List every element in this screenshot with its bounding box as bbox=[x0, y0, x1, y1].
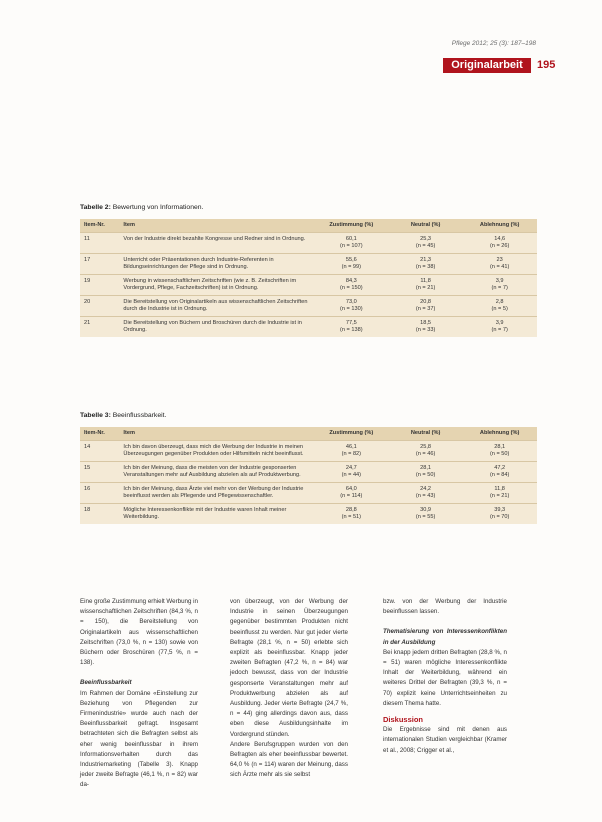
item-number-value: 18 bbox=[84, 507, 91, 513]
item-text bbox=[119, 504, 313, 525]
item-text bbox=[119, 317, 313, 338]
section-heading-diskussion: Diskussion bbox=[383, 715, 424, 725]
neutral-cell-value: 24,2 bbox=[420, 486, 432, 492]
ablehnung-cell-value: 47,2 bbox=[494, 465, 506, 471]
ablehnung-cell-count: (n = 41) bbox=[489, 264, 510, 270]
table3-header-row bbox=[80, 427, 537, 441]
zustimmung-cell-count: (n = 82) bbox=[341, 451, 362, 457]
table3-header-id: Item-Nr. bbox=[80, 427, 119, 441]
table3-header-neutral: Neutral (%) bbox=[389, 427, 462, 441]
ablehnung-cell-count: (n = 84) bbox=[489, 472, 510, 478]
item-text-value: Ich bin davon überzeugt, dass mich die Werbung der Industrie in meinen Überzeugungen gegenüber Produkten oder Hilfsmitteln nicht beeinflusst. bbox=[123, 444, 304, 457]
journal-reference: Pflege 2012; 25 (3): 187–198 bbox=[451, 40, 536, 47]
neutral-cell bbox=[389, 233, 462, 254]
ablehnung-cell-count: (n = 50) bbox=[489, 451, 510, 457]
paragraph: bzw. von der Werbung der Industrie beeinflussen lassen. bbox=[383, 598, 507, 616]
neutral-cell-count: (n = 50) bbox=[415, 472, 436, 478]
ablehnung-cell bbox=[462, 254, 537, 275]
neutral-cell bbox=[389, 317, 462, 338]
item-text bbox=[119, 296, 313, 317]
body-column-3 bbox=[383, 597, 507, 756]
ablehnung-cell bbox=[462, 233, 537, 254]
zustimmung-cell bbox=[314, 296, 389, 317]
table2-header-id: Item-Nr. bbox=[80, 219, 119, 233]
item-number-value: 19 bbox=[84, 278, 91, 284]
table3-title bbox=[80, 412, 166, 419]
zustimmung-cell-count: (n = 150) bbox=[340, 285, 363, 291]
table3-title-text: Beeinflussbarkeit. bbox=[110, 412, 167, 419]
ablehnung-cell-value: 3,9 bbox=[495, 320, 504, 326]
article-type-badge: Originalarbeit bbox=[443, 58, 531, 73]
item-number bbox=[80, 317, 119, 338]
item-text bbox=[119, 254, 313, 275]
paragraph: Im Rahmen der Domäne «Einstellung zur Beziehung von Pflegenden zur Firmenindustrie» wurde auch nach der Beeinflussbarkeit gefragt. Insgesamt betrachteten sich die Befragten selbst als eher wenig beeinflussbar in ihrem Informationsverhalten durch das Industriemarketing (Tabelle 3). Knapp jeder zweite Befragte (46,1 %, n = 82) war da- bbox=[80, 689, 198, 789]
item-text-value: Ich bin der Meinung, dass die meisten von der Industrie gesponserten Veranstaltungen mehr auf Ausbildung abzielen als auf Produktwerbung. bbox=[123, 465, 301, 478]
item-text-value: Werbung in wissenschaftlichen Zeitschriften (wie z. B. Zeitschriften im Vordergrund, Pflege, Fachzeitschriften) ist in Ordnung. bbox=[123, 278, 297, 291]
neutral-cell-value: 30,9 bbox=[420, 507, 432, 513]
ablehnung-cell-value: 3,9 bbox=[495, 278, 504, 284]
neutral-cell-value: 20,8 bbox=[420, 299, 432, 305]
zustimmung-cell-value: 84,3 bbox=[345, 278, 357, 284]
paragraph: Eine große Zustimmung erhielt Werbung in wissenschaftlichen Zeitschriften (84,3 %, n = 150), die Bereitstellung von Originalartikeln aus wissenschaftlichen Zeitschriften (73,0 %, n = 130) sowie von Büchern oder Broschüren (77,5 %, n = 138). bbox=[80, 598, 198, 667]
ablehnung-cell-value: 14,6 bbox=[494, 236, 506, 242]
neutral-cell bbox=[389, 483, 462, 504]
paragraph: Die Ergebnisse sind mit denen aus internationalen Studien vergleichbar (Kramer et al., 2008; Crigger et al., bbox=[383, 726, 507, 754]
item-text bbox=[119, 275, 313, 296]
zustimmung-cell bbox=[314, 233, 389, 254]
zustimmung-cell bbox=[314, 483, 389, 504]
zustimmung-cell bbox=[314, 254, 389, 275]
neutral-cell-value: 28,1 bbox=[420, 465, 432, 471]
item-number bbox=[80, 233, 119, 254]
zustimmung-cell-value: 55,6 bbox=[345, 257, 357, 263]
neutral-cell-value: 25,3 bbox=[420, 236, 432, 242]
table2-header-neutral: Neutral (%) bbox=[389, 219, 462, 233]
neutral-cell-value: 18,5 bbox=[420, 320, 432, 326]
table2 bbox=[80, 219, 537, 337]
table2-header-item: Item bbox=[119, 219, 313, 233]
item-number bbox=[80, 504, 119, 525]
ablehnung-cell-count: (n = 7) bbox=[491, 285, 508, 291]
table3-header-zustimmung: Zustimmung (%) bbox=[314, 427, 389, 441]
table2-title-text: Bewertung von Informationen. bbox=[110, 204, 204, 211]
item-text bbox=[119, 441, 313, 462]
item-number-value: 14 bbox=[84, 444, 91, 450]
item-number-value: 15 bbox=[84, 465, 91, 471]
item-number bbox=[80, 275, 119, 296]
zustimmung-cell-count: (n = 138) bbox=[340, 327, 363, 333]
zustimmung-cell-value: 60,1 bbox=[345, 236, 357, 242]
neutral-cell-value: 11,8 bbox=[420, 278, 431, 284]
table3-row bbox=[80, 462, 537, 483]
neutral-cell bbox=[389, 441, 462, 462]
neutral-cell-value: 21,3 bbox=[420, 257, 432, 263]
item-text-value: Die Bereitstellung von Originalartikeln aus wissenschaftlichen Zeitschriften durch die Industrie ist in Ordnung. bbox=[123, 299, 308, 312]
neutral-cell bbox=[389, 504, 462, 525]
table2-header-row bbox=[80, 219, 537, 233]
ablehnung-cell-count: (n = 26) bbox=[489, 243, 510, 249]
table3-row bbox=[80, 441, 537, 462]
item-number bbox=[80, 254, 119, 275]
zustimmung-cell-count: (n = 44) bbox=[341, 472, 362, 478]
zustimmung-cell-count: (n = 114) bbox=[340, 493, 363, 499]
ablehnung-cell bbox=[462, 483, 537, 504]
zustimmung-cell-count: (n = 107) bbox=[340, 243, 363, 249]
neutral-cell-count: (n = 55) bbox=[415, 514, 436, 520]
neutral-cell-count: (n = 43) bbox=[415, 493, 436, 499]
item-text-value: Von der Industrie direkt bezahlte Kongresse und Redner sind in Ordnung. bbox=[123, 236, 306, 242]
table2-row bbox=[80, 254, 537, 275]
neutral-cell-count: (n = 21) bbox=[415, 285, 436, 291]
zustimmung-cell-value: 24,7 bbox=[345, 465, 357, 471]
ablehnung-cell-value: 39,3 bbox=[494, 507, 506, 513]
item-text bbox=[119, 233, 313, 254]
table2-row bbox=[80, 296, 537, 317]
table3-header-item: Item bbox=[119, 427, 313, 441]
neutral-cell bbox=[389, 462, 462, 483]
neutral-cell-count: (n = 38) bbox=[415, 264, 436, 270]
page-number: 195 bbox=[537, 59, 556, 71]
paragraph: Andere Berufsgruppen wurden von den Befragten als eher beeinflussbar bewertet. 64,0 % (n = 114) waren der Meinung, dass sich Ärzte mehr als sie selbst bbox=[230, 740, 348, 779]
item-text-value: Ich bin der Meinung, dass Ärzte viel mehr von der Werbung der Industrie beeinflusst werden als Pflegende und Pflegewissenschaftler. bbox=[123, 486, 304, 499]
table2-header-ablehnung: Ablehnung (%) bbox=[462, 219, 537, 233]
item-number bbox=[80, 483, 119, 504]
item-number-value: 21 bbox=[84, 320, 91, 326]
ablehnung-cell-count: (n = 70) bbox=[489, 514, 510, 520]
item-text bbox=[119, 483, 313, 504]
ablehnung-cell-count: (n = 21) bbox=[489, 493, 510, 499]
zustimmung-cell-value: 73,0 bbox=[345, 299, 357, 305]
ablehnung-cell-count: (n = 7) bbox=[491, 327, 508, 333]
body-column-2 bbox=[230, 597, 348, 781]
zustimmung-cell-value: 28,8 bbox=[345, 507, 357, 513]
neutral-cell bbox=[389, 275, 462, 296]
zustimmung-cell-count: (n = 51) bbox=[341, 514, 362, 520]
body-column-1 bbox=[80, 597, 198, 791]
item-number bbox=[80, 462, 119, 483]
zustimmung-cell-value: 77,5 bbox=[345, 320, 357, 326]
item-number bbox=[80, 296, 119, 317]
paragraph: Bei knapp jedem dritten Befragten (28,8 %, n = 51) waren mögliche Interessenkonflikte Inhalt der Weiterbildung, während ein weiteres Drittel der Befragten (39,3 %, n = 70) explizit keine Unterrichtseinheiten zu diesem Thema hatte. bbox=[383, 648, 507, 707]
ablehnung-cell bbox=[462, 275, 537, 296]
item-text bbox=[119, 462, 313, 483]
zustimmung-cell bbox=[314, 462, 389, 483]
neutral-cell-count: (n = 37) bbox=[415, 306, 436, 312]
zustimmung-cell-count: (n = 130) bbox=[340, 306, 363, 312]
zustimmung-cell bbox=[314, 275, 389, 296]
table3-header-ablehnung: Ablehnung (%) bbox=[462, 427, 537, 441]
zustimmung-cell bbox=[314, 441, 389, 462]
table2-title bbox=[80, 204, 203, 211]
item-number-value: 20 bbox=[84, 299, 91, 305]
item-number-value: 11 bbox=[84, 236, 90, 242]
table3-row bbox=[80, 483, 537, 504]
table2-header-zustimmung: Zustimmung (%) bbox=[314, 219, 389, 233]
table2-row bbox=[80, 317, 537, 338]
ablehnung-cell bbox=[462, 296, 537, 317]
ablehnung-cell bbox=[462, 317, 537, 338]
ablehnung-cell-value: 28,1 bbox=[494, 444, 506, 450]
neutral-cell bbox=[389, 296, 462, 317]
ablehnung-cell-count: (n = 5) bbox=[491, 306, 508, 312]
table3-title-label: Tabelle 3: bbox=[80, 412, 111, 419]
subheading-beeinflussbarkeit: Beeinflussbarkeit bbox=[80, 679, 132, 687]
neutral-cell-value: 25,8 bbox=[420, 444, 432, 450]
ablehnung-cell bbox=[462, 462, 537, 483]
item-number-value: 17 bbox=[84, 257, 91, 263]
neutral-cell-count: (n = 33) bbox=[415, 327, 436, 333]
table2-row bbox=[80, 275, 537, 296]
zustimmung-cell bbox=[314, 504, 389, 525]
neutral-cell-count: (n = 46) bbox=[415, 451, 436, 457]
table3-row bbox=[80, 504, 537, 525]
ablehnung-cell-value: 2,8 bbox=[495, 299, 504, 305]
table3 bbox=[80, 427, 537, 524]
ablehnung-cell bbox=[462, 504, 537, 525]
table2-title-label: Tabelle 2: bbox=[80, 204, 111, 211]
neutral-cell-count: (n = 45) bbox=[415, 243, 436, 249]
item-text-value: Unterricht oder Präsentationen durch Industrie-Referenten in Bildungseinrichtungen der Pflege sind in Ordnung. bbox=[123, 257, 274, 270]
zustimmung-cell-value: 46,1 bbox=[345, 444, 357, 450]
table2-row bbox=[80, 233, 537, 254]
item-number-value: 16 bbox=[84, 486, 91, 492]
ablehnung-cell-value: 23 bbox=[496, 257, 503, 263]
item-text-value: Mögliche Interessenkonflikte mit der Industrie waren Inhalt meiner Weiterbildung. bbox=[123, 507, 287, 520]
ablehnung-cell-value: 11,8 bbox=[494, 486, 505, 492]
neutral-cell bbox=[389, 254, 462, 275]
subheading-interessenkonflikte: Thematisierung von Interessenkonflikten in der Ausbildung bbox=[383, 628, 507, 646]
item-text-value: Die Bereitstellung von Büchern und Broschüren durch die Industrie ist in Ordnung. bbox=[123, 320, 302, 333]
zustimmung-cell-count: (n = 99) bbox=[341, 264, 362, 270]
ablehnung-cell bbox=[462, 441, 537, 462]
item-number bbox=[80, 441, 119, 462]
zustimmung-cell bbox=[314, 317, 389, 338]
paragraph: von überzeugt, von der Werbung der Industrie in seinen Überzeugungen gegenüber bestimmten Produkten nicht beeinflusst zu werden. Nur gut jeder vierte Befragte (28,1 %, n = 50) erlebte sich explizit als beeinflussbar. Knapp jeder zweiten Befragten (47,2 %, n = 84) war jedoch bewusst, dass von der Industrie gesponserte Veranstaltungen mehr auf Produktwerbung abzielen als auf Ausbildung. Jeder vierte Befragte (24,7 %, n = 44) ging allerdings davon aus, dass eben diese Ausbildungsinhalte im Vordergrund stünden. bbox=[230, 598, 348, 738]
zustimmung-cell-value: 64,0 bbox=[345, 486, 357, 492]
